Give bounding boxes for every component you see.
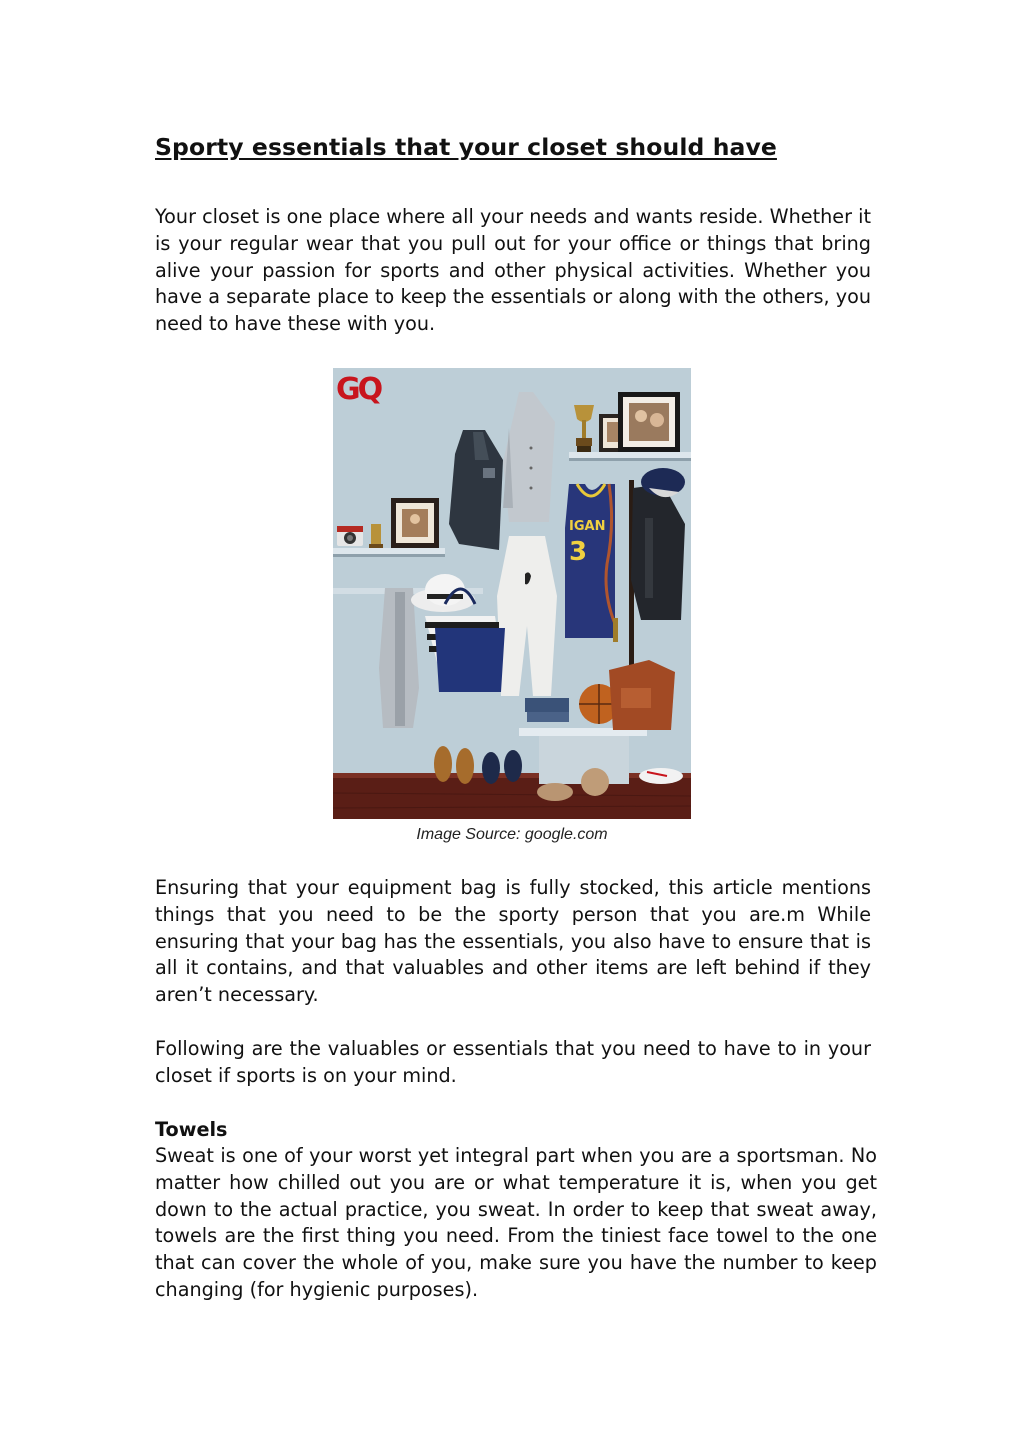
gq-logo-text: GQ (336, 372, 381, 407)
backpack (609, 660, 675, 730)
paragraph-essentials-intro: Following are the valuables or essentials that you need to have to in your closet if sports is on your mind. (155, 1037, 871, 1087)
shelf-top-right (569, 452, 691, 458)
section-heading-towels: Towels (155, 1118, 228, 1141)
black-jacket (631, 468, 685, 620)
closet-photo (333, 368, 691, 819)
image-caption: Image Source: google.com (416, 826, 608, 843)
jersey-lettering: IGAN (569, 519, 606, 534)
grey-coat (379, 588, 419, 728)
folded-jeans (525, 698, 569, 712)
camera (337, 526, 363, 546)
page-title: Sporty essentials that your closet should have (155, 133, 777, 161)
paragraph-equipment-bag: Ensuring that your equipment bag is fully stocked, this article mentions things that you need to be the sporty person that you are.m While ensuring that your bag has the essentials, you also have to ensure that is all it contains, and that valuables and other items are left behind if they aren’t necessary. (155, 876, 871, 1007)
intro-paragraph: Your closet is one place where all your needs and wants reside. Whether it is your regular wear that you pull out for your office or things that bring alive your passion for sports and other physical activities. Whether you have a separate place to keep the essentials or along with the others, you need to have these with you. (155, 205, 871, 336)
section-body-towels: Sweat is one of your worst yet integral part when you are a sportsman. No matter how chilled out you are or what temperature it is, when you get down to the actual practice, you sweat. In order to keep that sweat away, towels are the first thing you need. From the tiniest face towel to the one that can cover the whole of you, make sure you have the number to keep changing (for hygienic purposes). (155, 1144, 877, 1301)
shelf-left (333, 548, 445, 554)
jersey-number: 3 (569, 537, 588, 567)
gq-logo (336, 372, 382, 407)
dark-jacket (449, 430, 503, 550)
